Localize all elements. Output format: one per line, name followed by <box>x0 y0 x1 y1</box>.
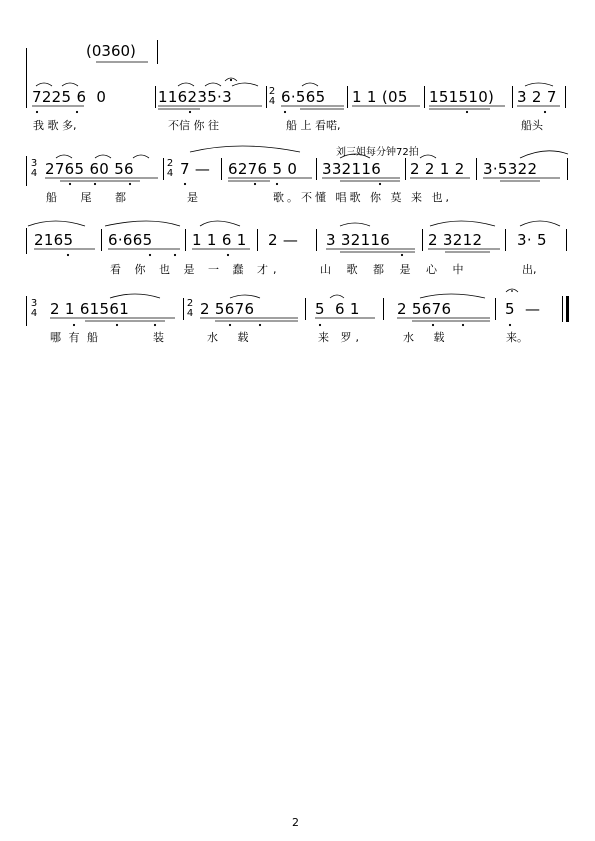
slur <box>430 221 495 226</box>
row4-lyric5: 水 载 <box>403 331 453 344</box>
slur <box>36 83 52 86</box>
row4-lyric4: 来 罗, <box>318 331 363 344</box>
slur <box>178 83 194 86</box>
row1-lyric3: 船 上 看喏, <box>286 119 341 132</box>
barline <box>221 158 222 180</box>
row4-lyric6: 来。 <box>506 331 528 344</box>
slur <box>205 83 221 86</box>
row1-lyric1: 我 歌 多, <box>33 119 77 132</box>
slur <box>232 83 258 86</box>
intro-barline <box>157 40 158 64</box>
slur <box>62 83 78 86</box>
intro-notation: (0360) <box>86 42 136 60</box>
slur <box>190 146 300 152</box>
row4-lyric2: 装 <box>153 331 164 344</box>
barline <box>476 158 477 180</box>
row4-measure4: 2 5676 <box>397 300 452 318</box>
slur <box>200 221 240 226</box>
tempo-marking: 刘三姐每分钟72拍 <box>336 147 419 158</box>
barline <box>565 86 566 108</box>
slur <box>133 155 149 158</box>
row1-measure2: 116235·3 <box>158 88 232 106</box>
slur <box>520 221 560 226</box>
time-signature: 3 4 <box>30 158 38 179</box>
slur <box>302 83 318 86</box>
system-start-bar <box>26 228 27 254</box>
barline <box>512 86 513 108</box>
row3-measure2: 6·665 <box>108 231 153 249</box>
barline <box>316 229 317 251</box>
barline <box>316 158 317 180</box>
row2-measure1: 2765 60 56 <box>45 160 134 178</box>
row2-lyric3: 歌。不懂 唱歌 你 莫 来 也, <box>273 191 452 204</box>
row1-measure3: 6·565 <box>281 88 326 106</box>
row4-measure5: 5 — <box>505 300 541 318</box>
row1-lyric6: 船头 <box>521 119 543 132</box>
time-signature: 3 4 <box>30 298 38 319</box>
row2-measure3: 6276 5 0 <box>228 160 298 178</box>
final-barline-thin <box>562 296 563 322</box>
barline <box>155 86 156 108</box>
row3-measure5: 3 32116 <box>326 231 391 249</box>
slur <box>56 155 72 158</box>
slur <box>230 295 260 298</box>
row3-lyric2: 山 歌 都 是 心 中 <box>320 263 470 276</box>
time-signature: 2 4 <box>166 158 174 179</box>
barline <box>383 298 384 320</box>
row4-measure3: 5 6 1 <box>315 300 360 318</box>
row2-measure2: 7 — <box>180 160 211 178</box>
time-signature: 2 4 <box>268 86 276 107</box>
row3-measure3: 1 1 6 1 <box>192 231 247 249</box>
system-start-bar <box>26 296 27 326</box>
row3-measure1: 2165 <box>34 231 74 249</box>
barline <box>183 298 184 320</box>
row3-lyric3: 出, <box>522 263 537 276</box>
barline <box>101 229 102 251</box>
row4-measure1: 2 1 61561 <box>50 300 130 318</box>
barline <box>185 229 186 251</box>
slur <box>110 294 160 298</box>
system-start-bar <box>26 48 27 108</box>
row3-measure7: 3· 5 <box>517 231 547 249</box>
barline <box>495 298 496 320</box>
barline <box>347 86 348 108</box>
row2-measure5: 2 2 1 2 <box>410 160 465 178</box>
row3-measure4: 2 — <box>268 231 299 249</box>
system-start-bar <box>26 156 27 186</box>
slur <box>420 294 485 298</box>
row4-measure2: 2 5676 <box>200 300 255 318</box>
slur <box>525 83 553 86</box>
barline <box>505 229 506 251</box>
row4-lyric1: 哪 有 船 <box>50 331 100 344</box>
barline <box>422 229 423 251</box>
row3-lyric1: 看 你 也 是 一 蠢 才, <box>110 263 282 276</box>
slur <box>520 151 568 158</box>
row1-measure1: 7225 6 0 <box>32 88 107 106</box>
row4-lyric3: 水 载 <box>207 331 257 344</box>
time-signature: 2 4 <box>186 298 194 319</box>
row1-measure6: 3 2 7 <box>517 88 557 106</box>
barline <box>266 86 267 108</box>
page-number: 2 <box>292 816 299 829</box>
slur <box>340 223 370 226</box>
final-barline-thick <box>566 296 569 322</box>
barline <box>566 229 567 251</box>
barline <box>405 158 406 180</box>
barline <box>163 158 164 180</box>
row2-measure4: 332116 <box>322 160 382 178</box>
row2-lyric2: 是 <box>187 191 198 204</box>
slur <box>105 221 180 226</box>
row1-lyric2: 不信 你 往 <box>168 119 219 132</box>
slur <box>95 155 111 158</box>
row3-measure6: 2 3212 <box>428 231 483 249</box>
row1-measure5: 151510) <box>429 88 495 106</box>
slur <box>330 295 344 298</box>
slur <box>420 155 436 158</box>
row1-measure4: 1 1 (05 <box>352 88 408 106</box>
barline <box>305 298 306 320</box>
slur <box>28 221 85 226</box>
row2-measure6: 3·5322 <box>483 160 538 178</box>
row2-lyric1: 船 尾 都 <box>46 191 136 204</box>
barline <box>424 86 425 108</box>
barline <box>567 158 568 180</box>
barline <box>257 229 258 251</box>
